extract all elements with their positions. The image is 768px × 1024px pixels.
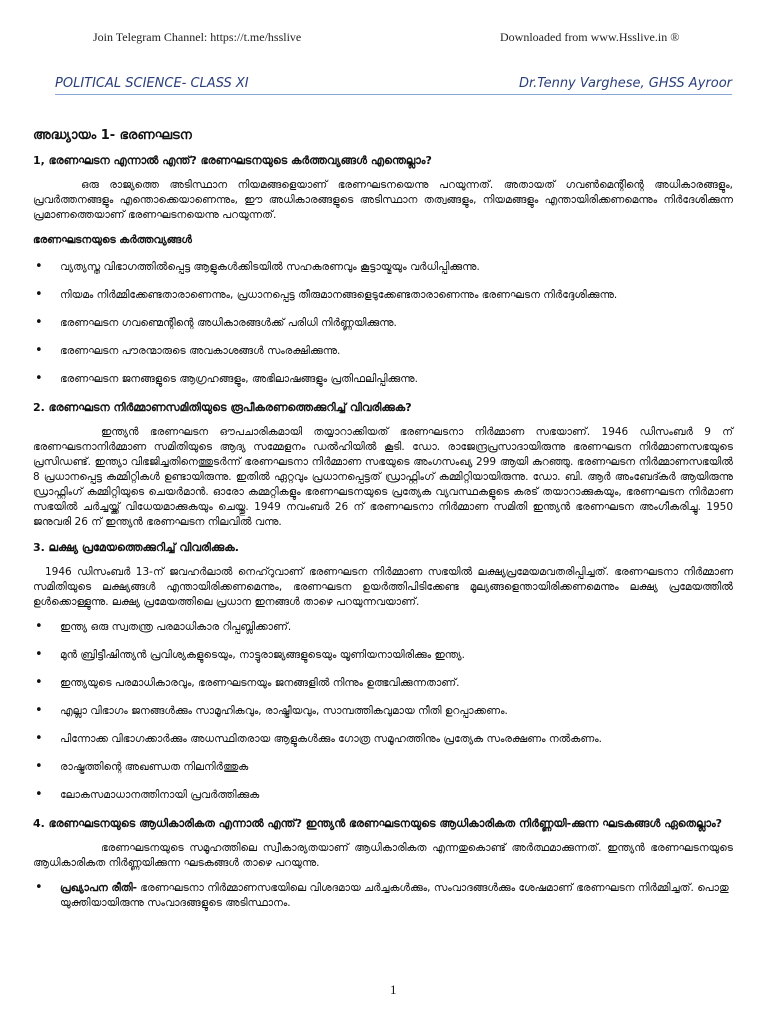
list-item [33,881,733,911]
functions-list [33,260,733,387]
list-item-text: ഭരണഘടനാ നിർമ്മാണസഭയിലെ വിശദമായ ചർച്ചകൾക്കും, സംവാദങ്ങൾക്കും ശേഷമാണ് ഭരണഘടന നിർമ്മിച്ചത്. പൊതു യുക്തിയായിരുന്നു സംവാദങ്ങളുടെ അടിസ്ഥാനം. [60,882,729,909]
authority-factors-list [33,881,733,911]
objectives-list [33,620,733,803]
question-2-answer: ഇന്ത്യൻ ഭരണഘടന ഔപചാരികമായി തയ്യാറാക്കിയത് ഭരണഘടനാ നിർമ്മാണ സഭയാണ്. 1946 ഡിസംബർ 9 ന് ഭരണഘടനാനിർമ്മാണ സമിതിയുടെ ആദ്യ സമ്മേളനം ഡൽഹിയിൽ കൂടി. ഡോ. രാജേന്ദ്രപ്രസാദായിരുന്നു ഭരണഘടന നിർമ്മാണസഭയുടെ പ്രസിഡണ്ട്. ഇന്ത്യാ വിഭജിച്ചതിനെത്തുടർന്ന് ഭരണഘടനാ നിർമ്മാണ സഭയുടെ അംഗസംഖ്യ 299 ആയി കുറഞ്ഞു. ഭരണഘടന നിർമ്മാണസഭയിൽ 8 പ്രധാനപ്പെട്ട കമ്മിറ്റികൾ ഉണ്ടായിരുന്നു. ഇതിൽ ഏറ്റവും പ്രധാനപ്പെട്ടത് ഡ്രാഫ്റ്റിംഗ് കമ്മിറ്റിയായിരുന്നു. ഡോ. ബി. ആർ അംബേദ്കർ ആയിരുന്നു ഡ്രാഫ്റ്റിംഗ് കമ്മിറ്റിയുടെ ചെയർമാൻ. ഓരോ കമ്മറ്റികളും ഭരണഘടനയുടെ പ്രത്യേക വ്യവസ്ഥകളുടെ കരട് തയാറാക്കുകയും, ഭരണഘടന നിർമാണ സഭയിൽ ചർച്ചയ്ക്ക് വിധേയമാക്കുകയും ചെയ്തു. 1949 നവംബർ 26 ന് ഭരണഘടനാ നിർമ്മാണ സമിതി ഇന്ത്യൻ ഭരണഘടന അംഗീകരിച്ചു. 1950 ജനുവരി 26 ന് ഇന്ത്യൻ ഭരണഘടന നിലവിൽ വന്നു. [33,426,733,528]
list-item: • നിയമം നിർമ്മിക്കേണ്ടതാരാണെന്നും, പ്രധാനപ്പെട്ട തീരുമാനങ്ങളെടുക്കേണ്ടതാരാണെന്നും ഭരണഘടന നിർദ്ദേശിക്കുന്നു. [33,288,733,303]
list-item: • ഭരണഘടന ഗവണ്മെന്റിന്റെ അധികാരങ്ങൾക്ക് പരിധി നിർണ്ണയിക്കുന്നു. [33,316,733,331]
author-name: Dr.Tenny Varghese, GHSS Ayroor [518,76,732,91]
list-item: • വ്യത്യസ്ത വിഭാഗത്തിൽപ്പെട്ട ആളുകൾക്കിടയിൽ സഹകരണവും കൂട്ടായ്മയും വർധിപ്പിക്കുന്നു. [33,260,733,275]
list-item: • ഭരണഘടന ജനങ്ങളുടെ ആഗ്രഹങ്ങളും, അഭിലാഷങ്ങളും പ്രതിഫലിപ്പിക്കുന്നു. [33,372,733,387]
list-item: • ഭരണഘടന പൗരന്മാരുടെ അവകാശങ്ങൾ സംരക്ഷിക്കുന്നു. [33,344,733,359]
question-3-title: 3. ലക്ഷ്യ പ്രമേയത്തെക്കുറിച്ച് വിവരിക്കുക. [33,541,239,554]
list-item: • ഇന്ത്യ ഒരു സ്വതന്ത്ര പരമാധികാര റിപ്പബ്ലിക്കാണ്. [33,620,733,635]
question-4-title: 4. ഭരണഘടനയുടെ ആധികാരികത എന്നാൽ എന്ത്? ഇന്ത്യൻ ഭരണഘടനയുടെ ആധികാരികത നിർണ്ണയി-ക്കുന്ന ഘടകങ്ങൾ ഏതെല്ലാം? [33,817,723,830]
list-item: • ലോകസമാധാനത്തിനായി പ്രവർത്തിക്കുക [33,788,733,803]
chapter-title: അദ്ധ്യായം 1- ഭരണഘടന [33,128,192,143]
subject-title: POLITICAL SCIENCE- CLASS XI [55,76,249,91]
question-2-title: 2. ഭരണഘടന നിർമ്മാണസമിതിയുടെ രൂപീകരണത്തെക്കുറിച്ച് വിവരിക്കുക? [33,401,412,414]
question-1-title: 1, ഭരണഘടന എന്നാൽ എന്ത്? ഭരണഘടനയുടെ കർത്തവ്യങ്ങൾ എന്തെല്ലാം? [33,154,432,167]
page-header [55,76,732,95]
question-3-answer: 1946 ഡിസംബർ 13-ന് ജവഹർലാൽ നെഹ്റുവാണ് ഭരണഘടന നിർമ്മാണ സഭയിൽ ലക്ഷ്യപ്രമേയമവതരിപ്പിച്ചത്. ഭരണഘടനാ നിർമ്മാണ സമിതിയുടെ ലക്ഷ്യങ്ങൾ എന്തായിരിക്കണമെന്നും, ഭരണഘടന ഉയർത്തിപിടിക്കേണ്ട മൂല്യങ്ങളെന്തായിരിക്കണമെന്നും ലക്ഷ്യ പ്രമേയത്തിൽ ഉൾക്കൊള്ളുന്നു. ലക്ഷ്യ പ്രമേയത്തിലെ പ്രധാന ഇനങ്ങൾ താഴെ പറയുന്നവയാണ്. [33,566,733,608]
list-item-lead: പ്രഖ്യാപന രീതി- [60,882,137,894]
list-item: • രാഷ്ട്രത്തിന്റെ അഖണ്ഡത നിലനിർത്തുക [33,760,733,775]
functions-subheading: ഭരണഘടനയുടെ കർത്തവ്യങ്ങൾ [33,234,192,246]
list-item: • ഇന്ത്യയുടെ പരമാധികാരവും, ഭരണഘടനയും ജനങ്ങളിൽ നിന്നും ഉത്ഭവിക്കുന്നതാണ്. [33,676,733,691]
document-body [33,128,733,924]
list-item: • എല്ലാ വിഭാഗം ജനങ്ങൾക്കും സാമൂഹികവും, രാഷ്ട്രീയവും, സാമ്പത്തികവുമായ നീതി ഉറപ്പാക്കണം. [33,704,733,719]
question-1-answer: ഒരു രാജ്യത്തെ അടിസ്ഥാന നിയമങ്ങളെയാണ് ഭരണഘടനയെന്നു പറയുന്നത്. അതായത് ഗവൺമെന്റിന്റെ അധികാരങ്ങളും, പ്രവർത്തനങ്ങളും എന്തൊക്കെയാണെന്നും, ഈ അധികാരങ്ങളുടെ അടിസ്ഥാന തത്വങ്ങളും, നിയമങ്ങളും എന്തായിരിക്കണമെന്നും നിർദേശിക്കുന്ന പ്രമാണത്തെയാണ് ഭരണഘടനയെന്നു പറയുന്നത്. [33,179,733,221]
telegram-channel-note: Join Telegram Channel: https://t.me/hsslive [93,30,302,44]
page-number: 1 [390,982,397,997]
question-4-answer: ഭരണഘടനയുടെ സമൂഹത്തിലെ സ്വീകാര്യതയാണ് ആധികാരികത എന്നതുകൊണ്ട് അർത്ഥമാക്കുന്നത്. ഇന്ത്യൻ ഭരണഘടനയുടെ ആധികാരികത നിർണ്ണയിക്കുന്ന ഘടകങ്ങൾ താഴെ പറയുന്നു. [33,842,733,869]
list-item: • മുൻ ബ്രിട്ടീഷിന്ത്യൻ പ്രവിശ്യകളുടെയും, നാട്ടുരാജ്യങ്ങളുടെയും യൂണിയനായിരിക്കും ഇന്ത്യ. [33,648,733,663]
download-source-note: Downloaded from www.Hsslive.in ® [500,30,680,44]
list-item: • പിന്നോക്ക വിഭാഗക്കാർക്കും അധസ്ഥിതരായ ആളുകൾക്കും ഗോത്ര സമൂഹത്തിനും പ്രത്യേക സംരക്ഷണം നൽകണം. [33,732,733,747]
